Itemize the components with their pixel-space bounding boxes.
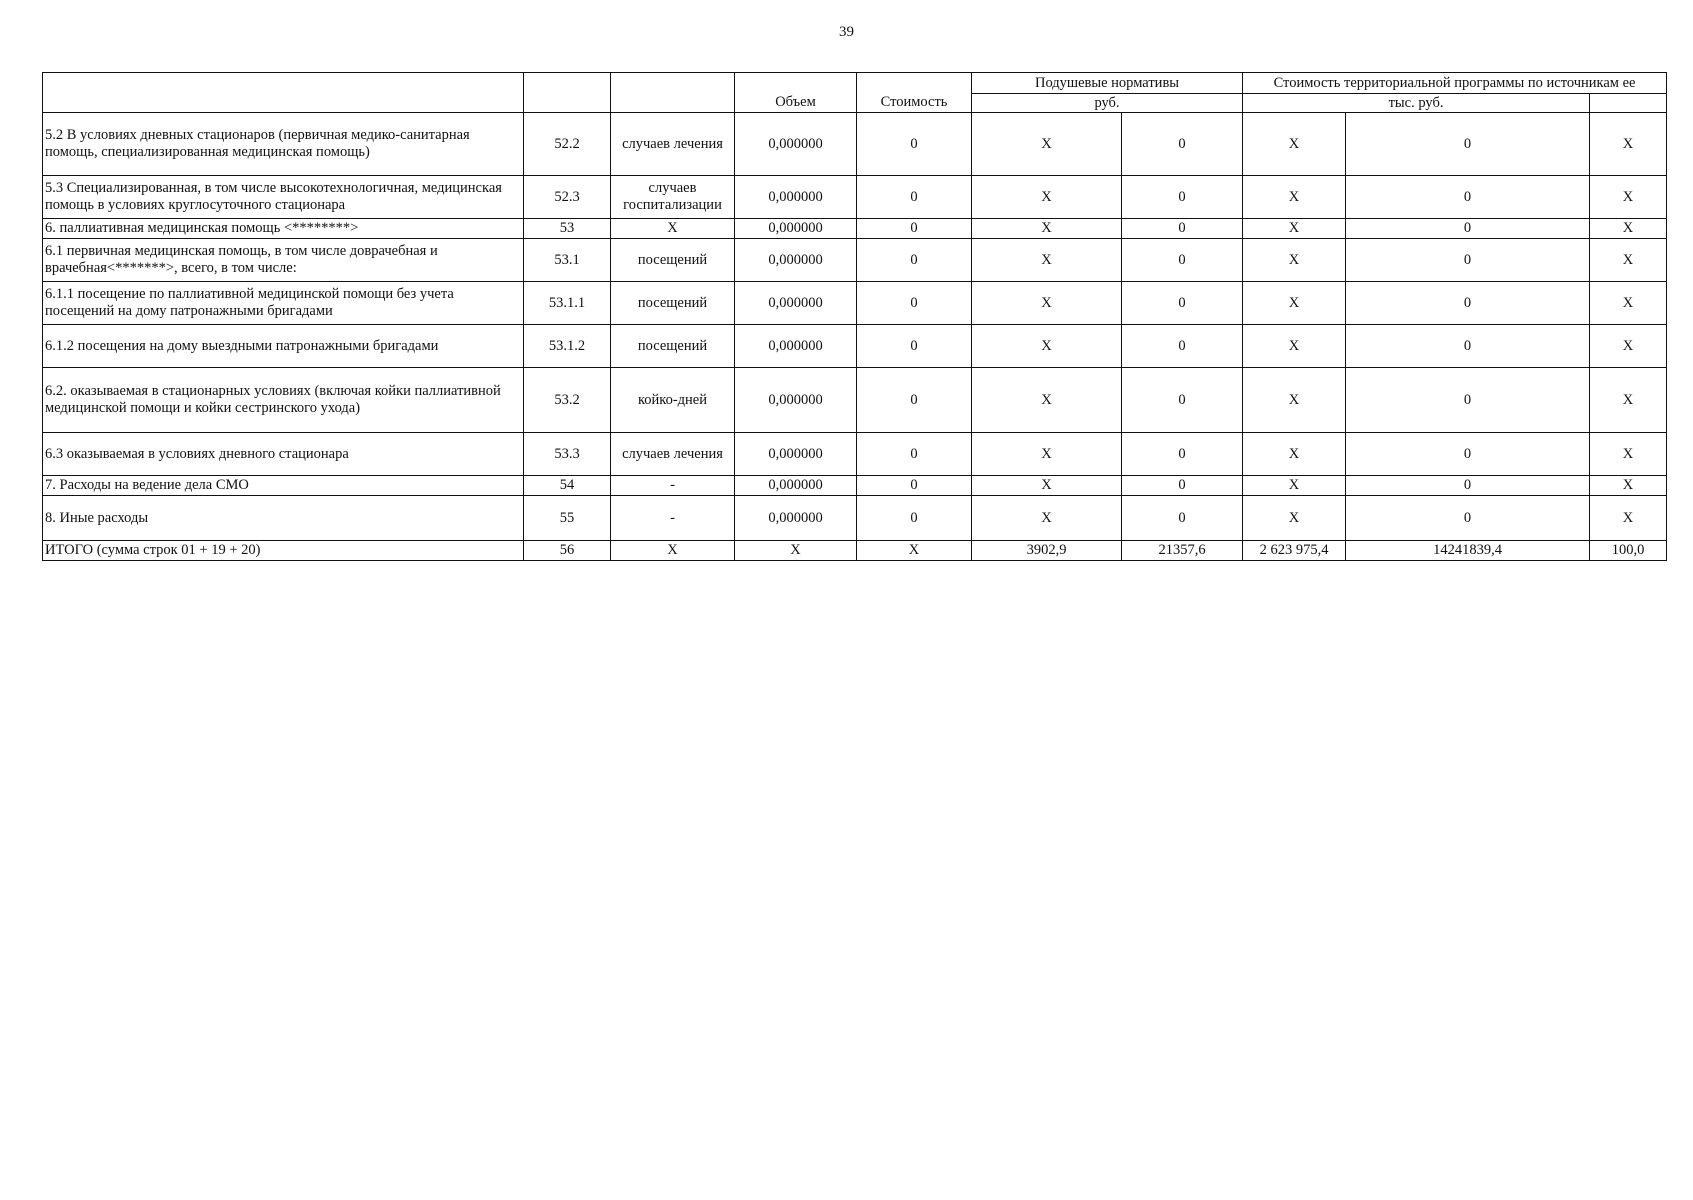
row-cost: 0 — [857, 219, 972, 239]
row-per-capita-1: X — [972, 282, 1122, 325]
row-code: 54 — [524, 476, 611, 496]
row-per-capita-2: 0 — [1122, 239, 1243, 282]
row-program-cost-3: X — [1590, 113, 1667, 176]
row-code: 52.2 — [524, 113, 611, 176]
header-cost: Стоимость — [857, 73, 972, 113]
row-cost: 0 — [857, 325, 972, 368]
row-name: 5.2 В условиях дневных стационаров (первичная медико-санитарная помощь, специализированная медицинская помощь) — [43, 113, 524, 176]
header-thousand-rub: тыс. руб. — [1243, 94, 1590, 113]
row-name: 8. Иные расходы — [43, 496, 524, 541]
row-per-capita-2: 0 — [1122, 325, 1243, 368]
row-unit: - — [611, 496, 735, 541]
header-program-cost-group: Стоимость территориальной программы по источникам ее — [1243, 73, 1667, 94]
row-unit: случаев лечения — [611, 113, 735, 176]
row-program-cost-1: X — [1243, 476, 1346, 496]
row-code: 53.1 — [524, 239, 611, 282]
row-program-cost-1: X — [1243, 176, 1346, 219]
row-cost: 0 — [857, 368, 972, 433]
row-per-capita-1: X — [972, 176, 1122, 219]
row-volume: 0,000000 — [735, 176, 857, 219]
table-row — [43, 433, 1667, 476]
row-program-cost-2: 0 — [1346, 476, 1590, 496]
row-program-cost-2: 14241839,4 — [1346, 541, 1590, 561]
table-row — [43, 239, 1667, 282]
row-per-capita-2: 0 — [1122, 113, 1243, 176]
row-volume: 0,000000 — [735, 282, 857, 325]
row-per-capita-2: 0 — [1122, 368, 1243, 433]
row-program-cost-2: 0 — [1346, 239, 1590, 282]
row-cost: 0 — [857, 176, 972, 219]
row-per-capita-2: 21357,6 — [1122, 541, 1243, 561]
row-program-cost-1: X — [1243, 325, 1346, 368]
row-cost: 0 — [857, 476, 972, 496]
row-per-capita-1: X — [972, 496, 1122, 541]
row-unit: посещений — [611, 325, 735, 368]
row-cost: 0 — [857, 433, 972, 476]
row-program-cost-3: 100,0 — [1590, 541, 1667, 561]
row-volume: 0,000000 — [735, 239, 857, 282]
row-name: 6.3 оказываемая в условиях дневного стационара — [43, 433, 524, 476]
row-program-cost-3: X — [1590, 325, 1667, 368]
row-program-cost-3: X — [1590, 368, 1667, 433]
row-volume: 0,000000 — [735, 113, 857, 176]
row-program-cost-3: X — [1590, 282, 1667, 325]
row-unit: X — [611, 219, 735, 239]
header-rub: руб. — [972, 94, 1243, 113]
row-program-cost-3: X — [1590, 476, 1667, 496]
row-cost: 0 — [857, 113, 972, 176]
row-program-cost-1: X — [1243, 282, 1346, 325]
row-program-cost-3: X — [1590, 219, 1667, 239]
row-program-cost-2: 0 — [1346, 325, 1590, 368]
header-row-1 — [43, 73, 1667, 94]
row-code: 56 — [524, 541, 611, 561]
row-per-capita-2: 0 — [1122, 496, 1243, 541]
row-program-cost-1: X — [1243, 433, 1346, 476]
row-name: 6.1.2 посещения на дому выездными патронажными бригадами — [43, 325, 524, 368]
row-program-cost-2: 0 — [1346, 433, 1590, 476]
row-code: 53 — [524, 219, 611, 239]
row-volume: 0,000000 — [735, 476, 857, 496]
row-program-cost-1: X — [1243, 113, 1346, 176]
row-program-cost-3: X — [1590, 433, 1667, 476]
row-unit: койко-дней — [611, 368, 735, 433]
header-code-cell — [524, 73, 611, 113]
row-per-capita-2: 0 — [1122, 282, 1243, 325]
header-name-cell — [43, 73, 524, 113]
row-per-capita-1: X — [972, 325, 1122, 368]
row-name: 7. Расходы на ведение дела СМО — [43, 476, 524, 496]
row-unit: X — [611, 541, 735, 561]
row-per-capita-1: X — [972, 476, 1122, 496]
row-per-capita-1: X — [972, 239, 1122, 282]
row-code: 53.3 — [524, 433, 611, 476]
row-program-cost-1: X — [1243, 239, 1346, 282]
row-volume: 0,000000 — [735, 433, 857, 476]
row-name: ИТОГО (сумма строк 01 + 19 + 20) — [43, 541, 524, 561]
row-volume: 0,000000 — [735, 219, 857, 239]
row-unit: посещений — [611, 282, 735, 325]
table-row — [43, 325, 1667, 368]
row-volume: 0,000000 — [735, 325, 857, 368]
table-row — [43, 496, 1667, 541]
header-unit-cell — [611, 73, 735, 113]
row-per-capita-1: X — [972, 368, 1122, 433]
table-row — [43, 113, 1667, 176]
row-name: 6.1 первичная медицинская помощь, в том числе доврачебная и врачебная<*******>, всего, в том числе: — [43, 239, 524, 282]
row-unit: случаев госпитализации — [611, 176, 735, 219]
table-row — [43, 176, 1667, 219]
row-volume: X — [735, 541, 857, 561]
row-volume: 0,000000 — [735, 368, 857, 433]
row-name: 6.1.1 посещение по паллиативной медицинской помощи без учета посещений на дому патронажными бригадами — [43, 282, 524, 325]
program-cost-table — [42, 72, 1667, 561]
row-per-capita-2: 0 — [1122, 476, 1243, 496]
row-cost: 0 — [857, 239, 972, 282]
row-cost: 0 — [857, 282, 972, 325]
row-program-cost-1: 2 623 975,4 — [1243, 541, 1346, 561]
row-program-cost-3: X — [1590, 496, 1667, 541]
row-code: 52.3 — [524, 176, 611, 219]
row-code: 55 — [524, 496, 611, 541]
row-unit: посещений — [611, 239, 735, 282]
row-cost: X — [857, 541, 972, 561]
row-program-cost-2: 0 — [1346, 368, 1590, 433]
row-per-capita-2: 0 — [1122, 176, 1243, 219]
row-per-capita-2: 0 — [1122, 433, 1243, 476]
table-row — [43, 368, 1667, 433]
row-per-capita-1: X — [972, 113, 1122, 176]
table-row — [43, 282, 1667, 325]
header-empty-cell — [1590, 94, 1667, 113]
table-row — [43, 541, 1667, 561]
row-per-capita-2: 0 — [1122, 219, 1243, 239]
row-program-cost-3: X — [1590, 176, 1667, 219]
table-row — [43, 219, 1667, 239]
row-name: 6. паллиативная медицинская помощь <********> — [43, 219, 524, 239]
row-code: 53.2 — [524, 368, 611, 433]
row-name: 6.2. оказываемая в стационарных условиях (включая койки паллиативной медицинской помощи и койки сестринского ухода) — [43, 368, 524, 433]
row-program-cost-1: X — [1243, 219, 1346, 239]
row-per-capita-1: X — [972, 433, 1122, 476]
row-code: 53.1.2 — [524, 325, 611, 368]
row-program-cost-3: X — [1590, 239, 1667, 282]
row-program-cost-2: 0 — [1346, 113, 1590, 176]
row-program-cost-1: X — [1243, 496, 1346, 541]
table-row — [43, 476, 1667, 496]
page-number: 39 — [839, 24, 854, 40]
header-per-capita-group: Подушевые нормативы — [972, 73, 1243, 94]
row-volume: 0,000000 — [735, 496, 857, 541]
row-program-cost-2: 0 — [1346, 496, 1590, 541]
row-program-cost-2: 0 — [1346, 219, 1590, 239]
row-per-capita-1: 3902,9 — [972, 541, 1122, 561]
header-volume: Объем — [735, 73, 857, 113]
row-program-cost-2: 0 — [1346, 176, 1590, 219]
row-unit: - — [611, 476, 735, 496]
row-code: 53.1.1 — [524, 282, 611, 325]
row-name: 5.3 Специализированная, в том числе высокотехнологичная, медицинская помощь в условиях круглосуточного стационара — [43, 176, 524, 219]
row-per-capita-1: X — [972, 219, 1122, 239]
row-unit: случаев лечения — [611, 433, 735, 476]
row-program-cost-2: 0 — [1346, 282, 1590, 325]
row-cost: 0 — [857, 496, 972, 541]
row-program-cost-1: X — [1243, 368, 1346, 433]
